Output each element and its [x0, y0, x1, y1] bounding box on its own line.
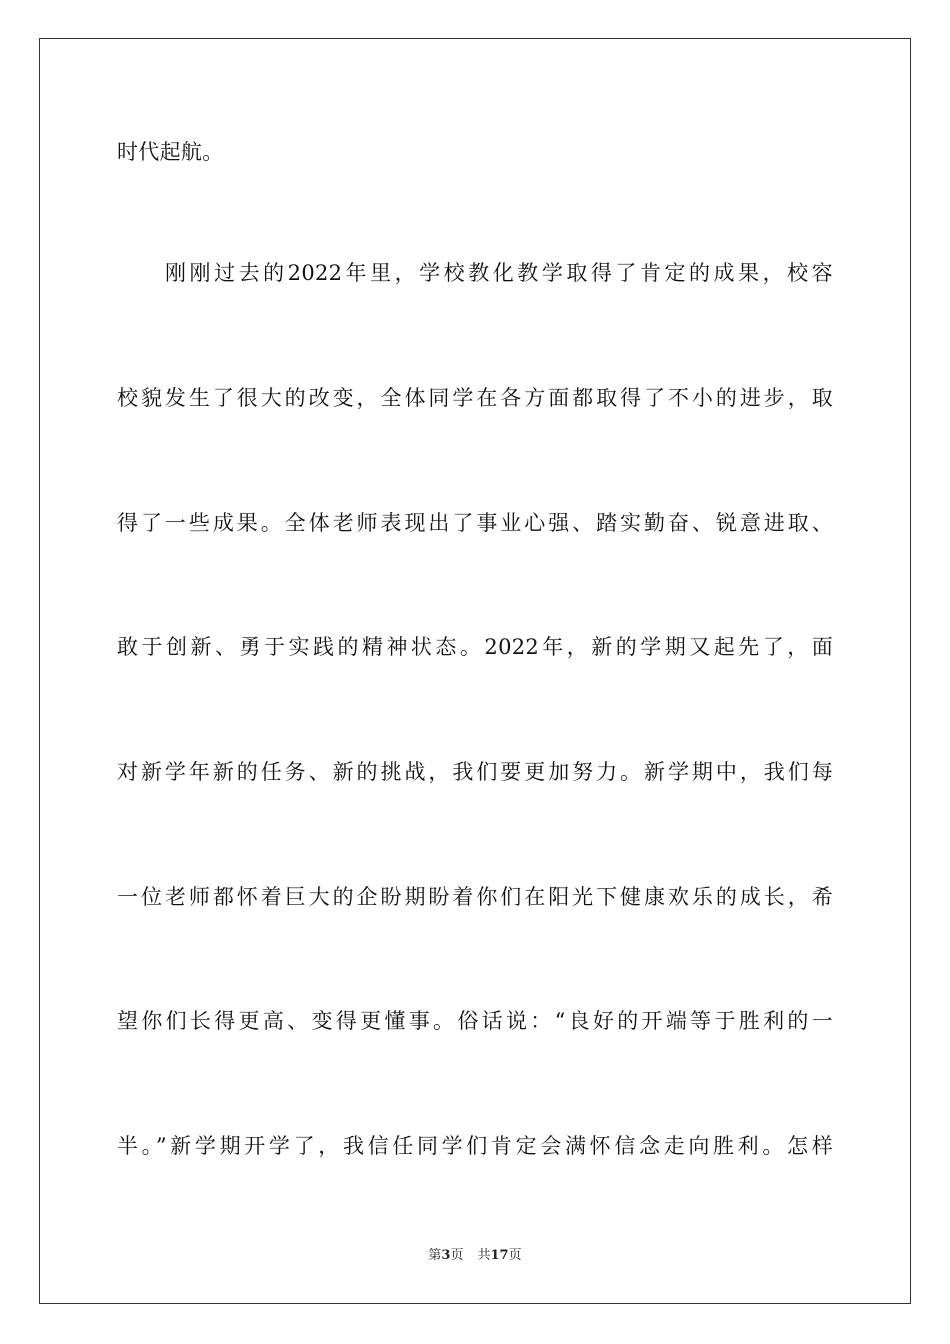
text-line: 望你们长得更高、变得更懂事。俗话说：“良好的开端等于胜利的一 [117, 1009, 833, 1033]
text-line: 一位老师都怀着巨大的企盼期盼着你们在阳光下健康欢乐的成长，希 [117, 885, 833, 909]
total-prefix: 共 [477, 1248, 491, 1263]
paragraph-first-line: 刚刚过去的2022年里，学校教化教学取得了肯定的成果，校容 [165, 261, 833, 285]
page-border [39, 38, 911, 1304]
text-line: 半。”新学期开学了，我信任同学们肯定会满怀信念走向胜利。怎样 [117, 1134, 833, 1158]
text-line: 对新学年新的任务、新的挑战，我们要更加努力。新学期中，我们每 [117, 760, 833, 784]
text-line: 时代起航。 [117, 140, 224, 164]
total-suffix: 页 [508, 1248, 522, 1263]
current-page-number: 3 [441, 1248, 451, 1263]
text-line: 得了一些成果。全体老师表现出了事业心强、踏实勤奋、锐意进取、 [117, 511, 833, 535]
page-footer [0, 1248, 950, 1264]
page-suffix: 页 [450, 1248, 464, 1263]
page-prefix: 第 [428, 1248, 442, 1263]
total-page-count: 17 [490, 1248, 509, 1263]
text-line: 敢于创新、勇于实践的精神状态。2022年，新的学期又起先了，面 [117, 635, 833, 659]
text-line: 校貌发生了很大的改变，全体同学在各方面都取得了不小的进步，取 [117, 386, 833, 410]
